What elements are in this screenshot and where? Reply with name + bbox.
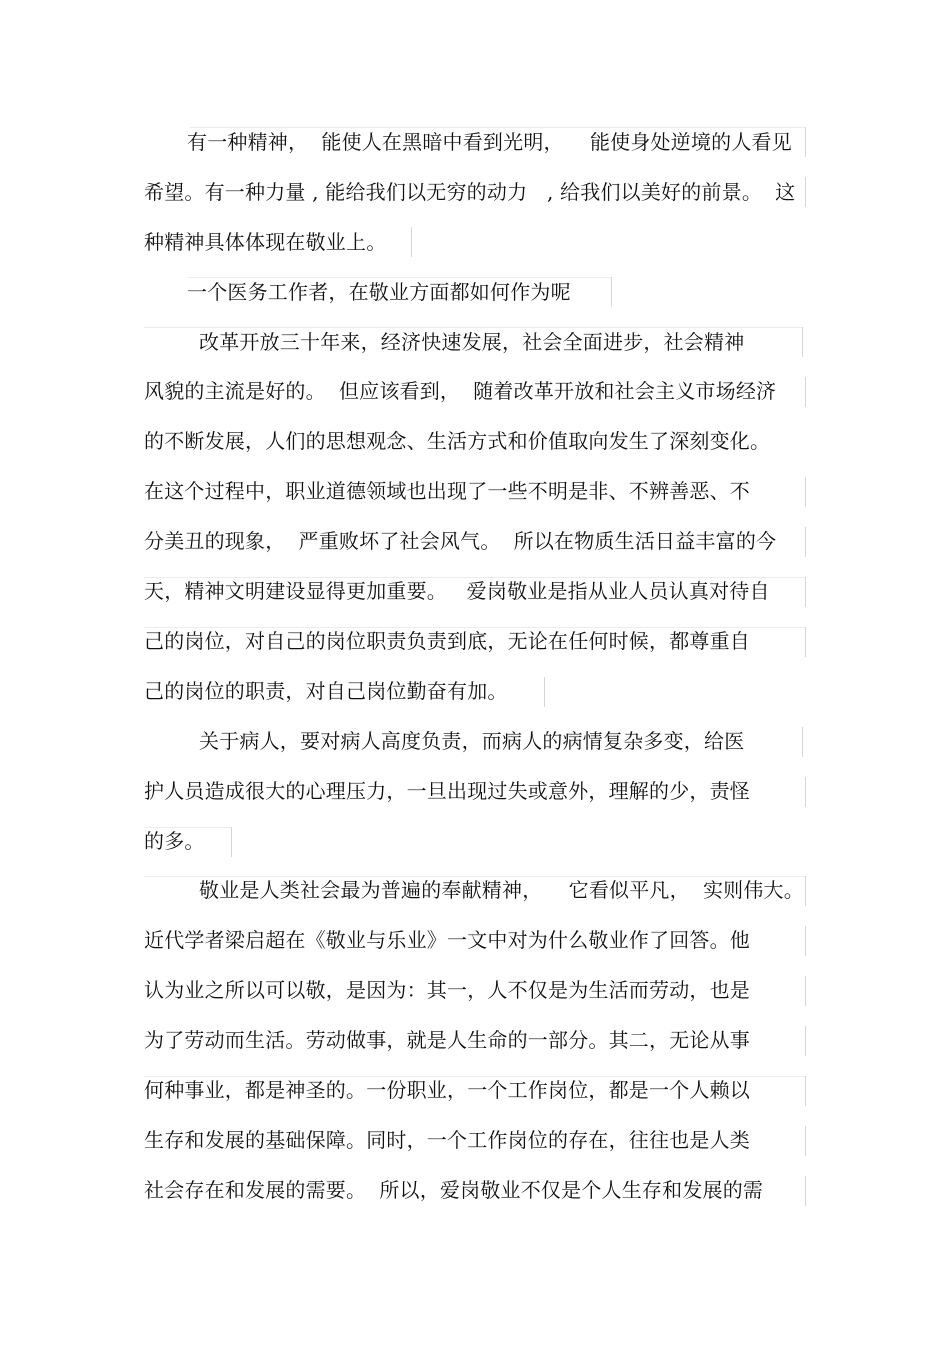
text-line: 风貌的主流是好的。 但应该看到， 随着改革开放和社会主义市场经济: [144, 379, 777, 403]
text-line: 为了劳动而生活。劳动做事，就是人生命的一部分。其二，无论从事: [144, 1028, 750, 1052]
divider: [144, 827, 231, 828]
divider: [411, 227, 412, 257]
text-line: 社会存在和发展的需要。 所以，爱岗敬业不仅是个人生存和发展的需: [144, 1178, 764, 1202]
divider: [805, 876, 806, 906]
text-line: 天，精神文明建设显得更加重要。 爱岗敬业是指从业人员认真对待自: [144, 579, 770, 603]
text-line: 敬业是人类社会最为普遍的奉献精神， 它看似平凡， 实则伟大。: [199, 878, 804, 902]
divider: [144, 1076, 805, 1077]
text-line: 己的岗位的职责，对自己岗位勤奋有加。: [144, 679, 508, 703]
divider: [805, 777, 806, 807]
divider: [144, 577, 805, 578]
text-line: 有一种精神， 能使人在黑暗中看到光明， 能使身处逆境的人看见: [187, 130, 792, 154]
text-line: 一个医务工作者，在敬业方面都如何作为呢: [187, 280, 571, 304]
divider: [805, 527, 806, 557]
divider: [805, 1126, 806, 1156]
divider: [805, 1076, 806, 1106]
text-line: 改革开放三十年来，经济快速发展，社会全面进步，社会精神: [199, 330, 745, 354]
text-line: 在这个过程中，职业道德领域也出现了一些不明是非、不辨善恶、不: [144, 479, 750, 503]
divider: [805, 577, 806, 607]
divider: [144, 327, 802, 328]
text-line: 护人员造成很大的心理压力，一旦出现过失或意外，理解的少，责怪: [144, 779, 750, 803]
divider: [805, 477, 806, 507]
divider: [144, 627, 805, 628]
text-line: 的不断发展，人们的思想观念、生活方式和价值取向发生了深刻变化。: [144, 429, 771, 453]
divider: [805, 377, 806, 407]
divider: [802, 727, 803, 757]
divider: [805, 127, 806, 157]
text-line: 的多。: [144, 829, 205, 853]
divider: [805, 1176, 806, 1206]
divider: [805, 177, 806, 207]
divider: [805, 976, 806, 1006]
divider: [805, 1026, 806, 1056]
text-line: 希望。有一种力量 , 能给我们以无穷的动力 , 给我们以美好的前景。 这: [144, 180, 796, 204]
divider: [144, 876, 805, 877]
text-line: 己的岗位，对自己的岗位职责负责到底，无论在任何时候，都尊重自: [144, 629, 750, 653]
divider: [611, 277, 612, 307]
text-line: 认为业之所以可以敬，是因为：其一，人不仅是为生活而劳动，也是: [144, 978, 750, 1002]
divider: [187, 277, 611, 278]
text-line: 何种事业，都是神圣的。一份职业，一个工作岗位，都是一个人赖以: [144, 1078, 750, 1102]
divider: [805, 627, 806, 657]
text-line: 近代学者梁启超在《敬业与乐业》一文中对为什么敬业作了回答。他: [144, 928, 750, 952]
divider: [544, 677, 545, 707]
text-line: 分美丑的现象， 严重败坏了社会风气。 所以在物质生活日益丰富的今: [144, 529, 777, 553]
divider: [190, 127, 805, 128]
divider: [231, 827, 232, 857]
text-line: 种精神具体体现在敬业上。: [144, 230, 387, 254]
text-line: 关于病人，要对病人高度负责，而病人的病情复杂多变，给医: [199, 729, 745, 753]
divider: [802, 327, 803, 357]
text-line: 生存和发展的基础保障。同时，一个工作岗位的存在，往往也是人类: [144, 1128, 750, 1152]
divider: [805, 926, 806, 956]
